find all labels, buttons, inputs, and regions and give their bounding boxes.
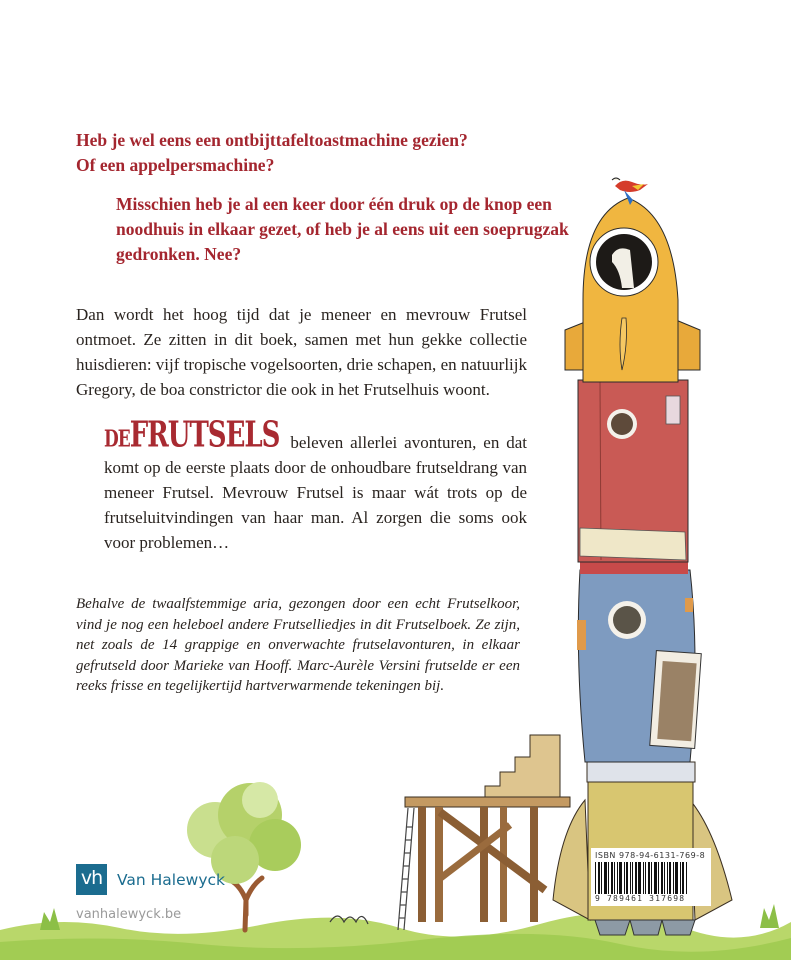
intro-question-line-2: Of een appelpersmachine?: [76, 155, 275, 175]
intro-question: [76, 128, 596, 178]
body-paragraph-3-italic: Behalve de twaalfstemmige aria, gezongen door een echt Frutselkoor, vind je nog een heleboel andere Frutselliedjes in dit Frutselboek. Ze zijn, net zoals de 14 grappige en onverwachte frutselavonturen, in elkaar gefrutseld door Marieke van Hooff. Marc-Aurèle Versini frutselde er een reeks frisse en tegelijkertijd hartverwarmende tekeningen bij.: [76, 596, 520, 694]
isbn-digits: 9 789461 317698: [595, 894, 686, 903]
intro-followup: Misschien heb je al een keer door één druk op de knop een noodhuis in elkaar gezet, of heb je al eens uit een soeprugzak gedronken. Nee?: [116, 194, 569, 264]
publisher-name: Van Halewyck: [117, 870, 225, 889]
wooden-platform-illustration: [398, 735, 570, 930]
series-logo: DEFRUTSELS: [104, 415, 280, 456]
barcode-bars-icon: [595, 862, 707, 894]
isbn-label: ISBN 978-94-6131-769-8: [595, 851, 706, 860]
body-paragraph-2-text: beleven allerlei avonturen, en dat komt op de eerste plaats door de onhoudbare frutseldrang van meneer Frutsel. Mevrouw Frutsel is maar wát trots op de frutseluitvindingen van haar man. Al zorgen die soms ook voor problemen…: [104, 433, 527, 552]
publisher-logo-mark: vh: [76, 864, 107, 895]
rocket-illustration: [553, 178, 732, 935]
publisher-logo: [76, 864, 225, 895]
isbn-barcode: [591, 848, 711, 906]
tree-illustration: [187, 782, 301, 930]
body-paragraph-2: [104, 415, 527, 555]
intro-question-line-1: Heb je wel eens een ontbijttafeltoastmachine gezien?: [76, 130, 468, 150]
body-paragraph-1: Dan wordt het hoog tijd dat je meneer en mevrouw Frutsel ontmoet. Ze zitten in dit boek, samen met hun gekke collectie huisdieren: vijf tropische vogelsoorten, drie schapen, en natuurlijk Gregory, de boa constrictor die ook in het Frutselhuis woont.: [76, 305, 527, 399]
publisher-url: vanhalewyck.be: [76, 907, 182, 922]
